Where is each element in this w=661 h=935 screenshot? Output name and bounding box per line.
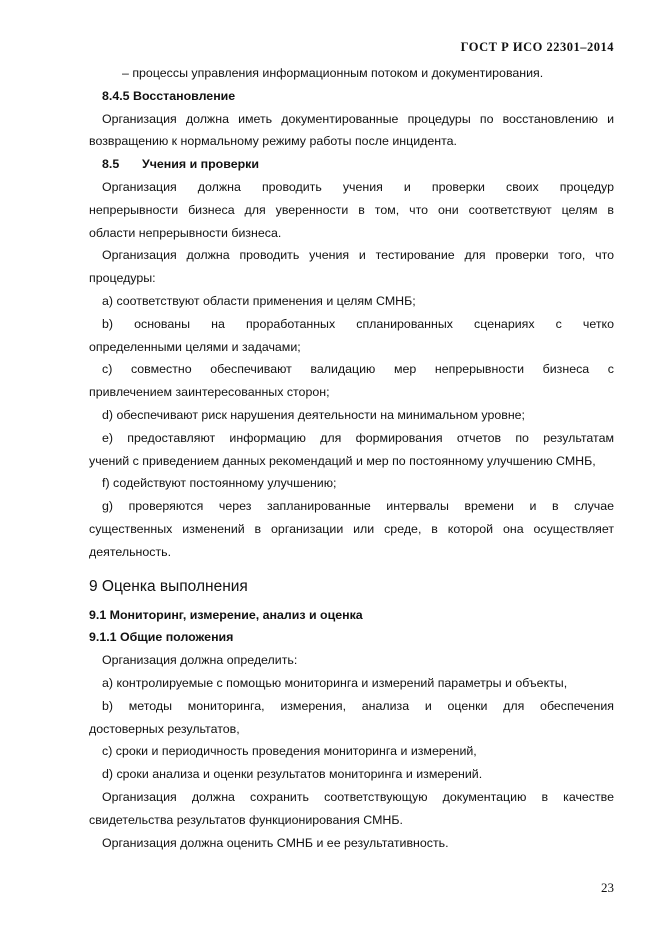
section-heading-8-4-5: 8.4.5 Восстановление	[102, 88, 236, 103]
chapter-heading-9: 9 Оценка выполнения	[89, 577, 248, 595]
paragraph-line: Организация должна проводить учения и тестирование для проверки того, что	[102, 248, 614, 263]
paragraph-line: Организация должна проводить учения и проверки своих процедур	[102, 179, 614, 194]
paragraph-line: области непрерывности бизнеса.	[89, 225, 282, 240]
list-item: g) проверяются через запланированные интервалы времени и в случае	[102, 499, 614, 514]
list-item: d) сроки анализа и оценки результатов мониторинга и измерений.	[102, 767, 483, 782]
paragraph-line: свидетельства результатов функционирования СМНБ.	[89, 812, 403, 827]
list-item: c) сроки и периодичность проведения мониторинга и измерений,	[102, 744, 477, 759]
paragraph-line: процедуры:	[89, 271, 156, 286]
section-heading-8-5	[89, 153, 614, 176]
paragraph-line: Организация должна иметь документированные процедуры по восстановлению и	[102, 111, 614, 126]
list-item-continuation: деятельность.	[89, 544, 172, 559]
list-item: a) контролируемые с помощью мониторинга и измерений параметры и объекты,	[102, 675, 568, 690]
list-item-continuation: существенных изменений в организации или среде, в которой она осуществляет	[89, 521, 614, 536]
list-item: d) обеспечивают риск нарушения деятельности на минимальном уровне;	[102, 407, 525, 422]
list-item: a) соответствуют области применения и целям СМНБ;	[102, 293, 416, 308]
paragraph-line: Организация должна оценить СМНБ и ее результативность.	[102, 835, 449, 850]
list-item-continuation: определенными целями и задачами;	[89, 339, 301, 354]
paragraph-line: непрерывности бизнеса для уверенности в том, что они соответствуют целям в	[89, 202, 614, 217]
page-number: 23	[601, 880, 614, 895]
paragraph-line: Организация должна определить:	[102, 653, 298, 668]
paragraph-line: возвращению к нормальному режиму работы после инцидента.	[89, 134, 457, 149]
list-item: f) содействуют постоянному улучшению;	[102, 476, 337, 491]
list-item-continuation: привлечением заинтересованных сторон;	[89, 385, 330, 400]
section-number: 8.5	[102, 157, 120, 172]
list-item: b) методы мониторинга, измерения, анализа и оценки для обеспечения	[102, 698, 614, 713]
list-item: c) совместно обеспечивают валидацию мер непрерывности бизнеса с	[102, 362, 614, 377]
list-item-continuation: учений с приведением данных рекомендаций и мер по постоянному улучшению СМНБ,	[89, 453, 596, 468]
section-heading-9-1-1: 9.1.1 Общие положения	[89, 630, 234, 645]
page-content	[89, 62, 614, 854]
list-item: e) предоставляют информацию для формирования отчетов по результатам	[102, 430, 614, 445]
section-title: Учения и проверки	[142, 157, 259, 172]
section-heading-9-1: 9.1 Мониторинг, измерение, анализ и оценка	[89, 607, 363, 622]
document-header: ГОСТ Р ИСО 22301–2014	[460, 40, 614, 54]
list-item: – процессы управления информационным потоком и документирования.	[122, 66, 544, 80]
paragraph-line: Организация должна сохранить соответствующую документацию в качестве	[102, 789, 614, 804]
list-item-continuation: достоверных результатов,	[89, 721, 240, 736]
list-item: b) основаны на проработанных спланированных сценариях с четко	[102, 316, 614, 331]
